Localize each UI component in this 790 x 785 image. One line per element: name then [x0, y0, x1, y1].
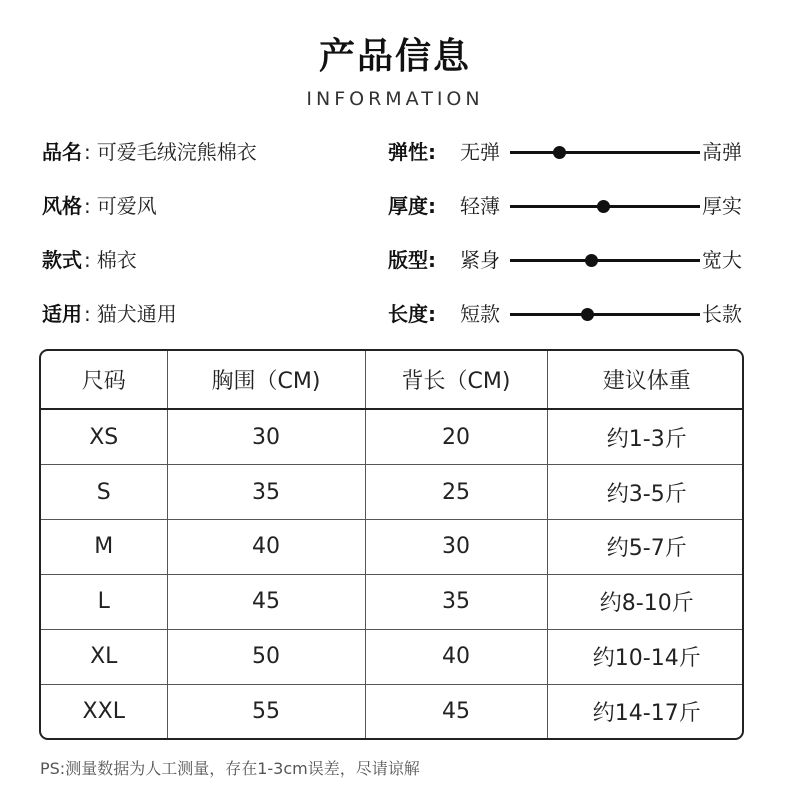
table-row: [41, 465, 744, 520]
scale-key: 长度: [388, 302, 428, 326]
cell-size: XXL: [41, 684, 167, 738]
cell-back-length: 25: [365, 465, 547, 520]
cell-size: XS: [41, 409, 167, 465]
attribute-key: 风格: [42, 194, 82, 218]
scale-low-label: 轻薄: [460, 194, 500, 218]
header-chest: 胸围（CM): [167, 351, 365, 409]
cell-weight: 约3-5斤: [547, 465, 744, 520]
scale-marker: [597, 200, 610, 213]
attribute-value: 可爱风: [96, 194, 157, 218]
scale-thickness: 厚度: 轻薄 厚实: [388, 194, 742, 218]
cell-back-length: 45: [365, 684, 547, 738]
table-row: [41, 574, 744, 629]
cell-weight: 约1-3斤: [547, 409, 744, 465]
attribute-name: 品名 : 可爱毛绒浣熊棉衣: [42, 140, 257, 164]
table-row: [41, 684, 744, 738]
scale-low-label: 紧身: [460, 248, 500, 272]
scale-length: 长度: 短款 长款: [388, 302, 742, 326]
header-size: 尺码: [41, 351, 167, 409]
page-title: 产品信息: [318, 36, 471, 77]
table-row: [41, 629, 744, 684]
scale-high-label: 厚实: [702, 194, 742, 218]
cell-chest: 30: [167, 409, 365, 465]
scale-low-label: 无弹: [460, 140, 500, 164]
attribute-value: 可爱毛绒浣熊棉衣: [96, 140, 257, 164]
attribute-style: 风格 : 可爱风: [42, 194, 157, 218]
cell-chest: 35: [167, 465, 365, 520]
scale-marker: [581, 308, 594, 321]
scale-marker: [585, 254, 598, 267]
scale-key: 厚度: [388, 194, 428, 218]
size-table: [39, 349, 744, 740]
scale-marker: [553, 146, 566, 159]
scale-high-label: 宽大: [702, 248, 742, 272]
cell-weight: 约14-17斤: [547, 684, 744, 738]
cell-size: XL: [41, 629, 167, 684]
scale-key: 弹性: [388, 140, 428, 164]
attribute-key: 适用: [42, 302, 82, 326]
cell-size: M: [41, 520, 167, 575]
cell-size: S: [41, 465, 167, 520]
cell-weight: 约8-10斤: [547, 574, 744, 629]
cell-chest: 55: [167, 684, 365, 738]
table-row: [41, 520, 744, 575]
cell-back-length: 35: [365, 574, 547, 629]
table-row: [41, 409, 744, 465]
attribute-key: 品名: [42, 140, 82, 164]
measurement-note: PS:测量数据为人工测量，存在1-3cm误差，尽请谅解: [40, 759, 420, 778]
scale-track: [510, 259, 700, 262]
header-weight: 建议体重: [547, 351, 744, 409]
scale-track: [510, 313, 700, 316]
scale-low-label: 短款: [460, 302, 500, 326]
scale-elasticity: 弹性: 无弹 高弹: [388, 140, 742, 164]
cell-size: L: [41, 574, 167, 629]
scale-fit: 版型: 紧身 宽大: [388, 248, 742, 272]
scale-high-label: 长款: [702, 302, 742, 326]
attribute-value: 棉衣: [96, 248, 137, 272]
cell-back-length: 30: [365, 520, 547, 575]
cell-back-length: 40: [365, 629, 547, 684]
table-header-row: [41, 351, 744, 409]
attribute-applicable: 适用 : 猫犬通用: [42, 302, 177, 326]
header-back-length: 背长（CM): [365, 351, 547, 409]
cell-chest: 40: [167, 520, 365, 575]
attribute-key: 款式: [42, 248, 82, 272]
cell-weight: 约10-14斤: [547, 629, 744, 684]
page-subtitle: INFORMATION: [306, 88, 484, 110]
cell-back-length: 20: [365, 409, 547, 465]
cell-chest: 50: [167, 629, 365, 684]
scale-high-label: 高弹: [702, 140, 742, 164]
scale-key: 版型: [388, 248, 428, 272]
attribute-value: 猫犬通用: [96, 302, 177, 326]
scale-track: [510, 151, 700, 154]
cell-chest: 45: [167, 574, 365, 629]
cell-weight: 约5-7斤: [547, 520, 744, 575]
attribute-type: 款式 : 棉衣: [42, 248, 137, 272]
